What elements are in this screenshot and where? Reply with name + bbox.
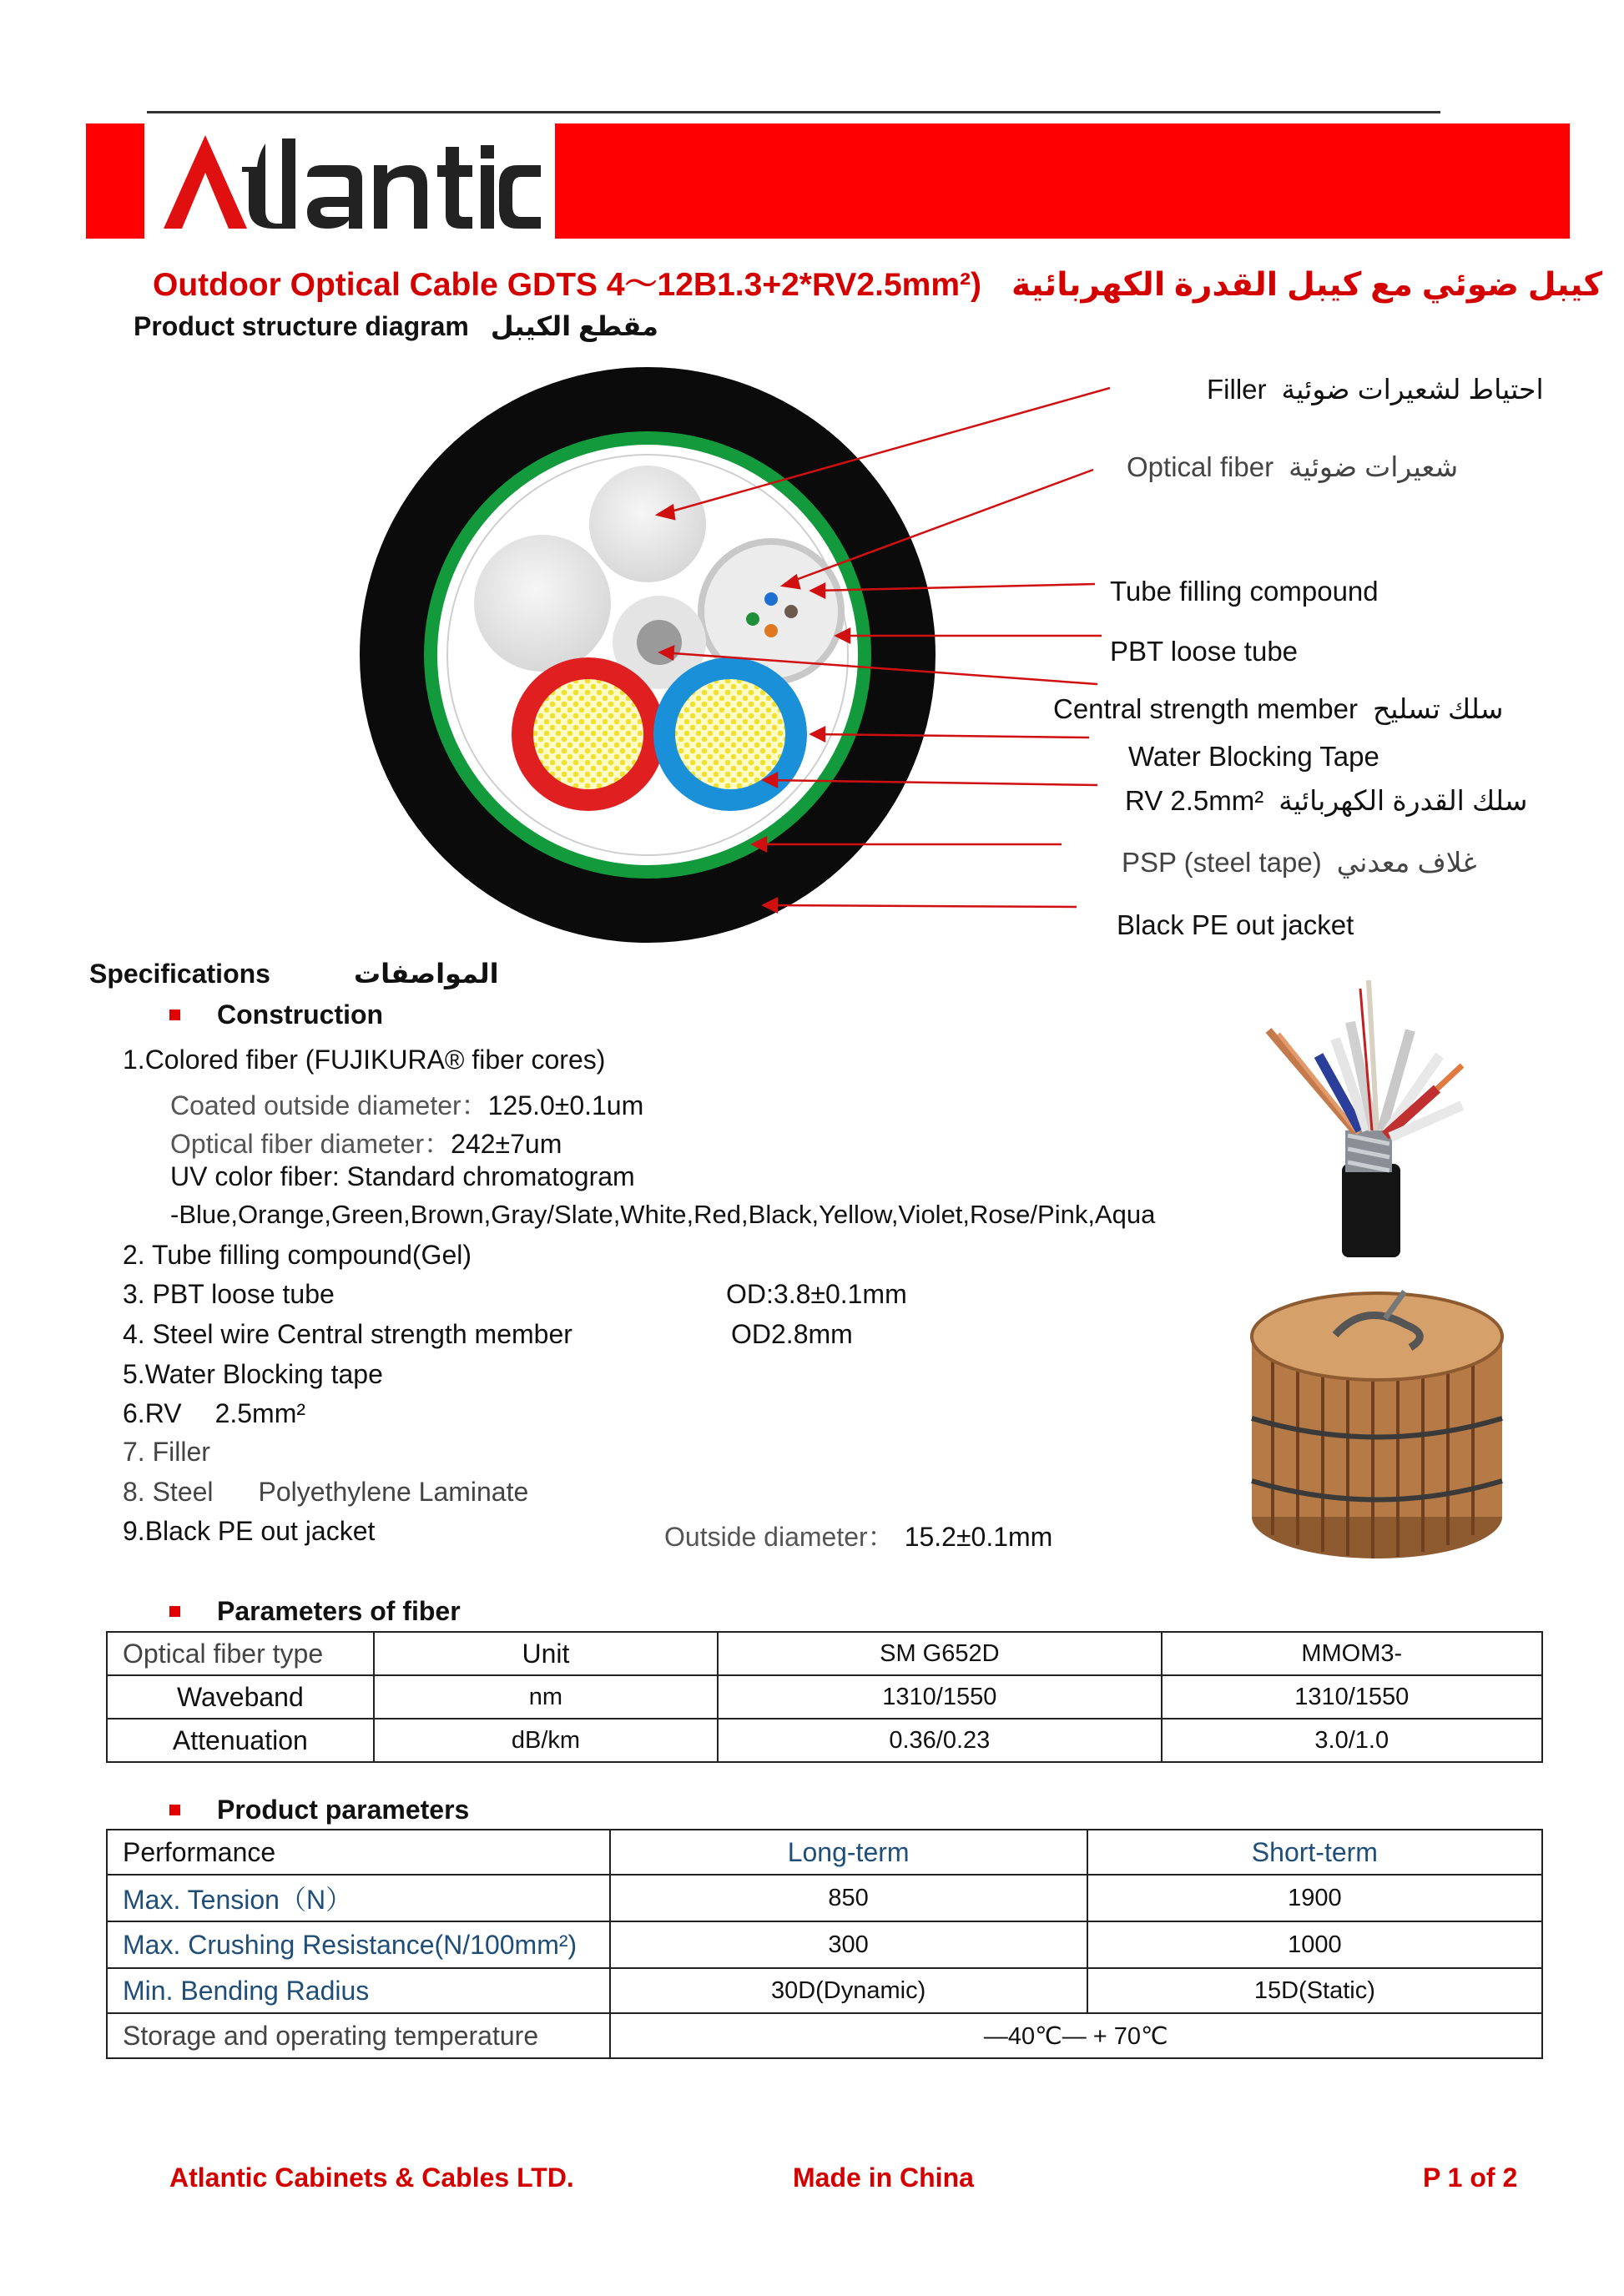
spec-optical-diameter: Optical fiber diameter：242±7um xyxy=(170,1129,562,1159)
construction-title: Construction xyxy=(217,999,384,1030)
callout-black-jacket: Black PE out jacket xyxy=(1117,909,1354,940)
table-cell: Unit xyxy=(374,1632,718,1675)
callout-psp: PSP (steel tape) غلاف معدني xyxy=(1122,847,1477,878)
table-row xyxy=(107,1921,1542,1968)
callout-water-blocking: Water Blocking Tape xyxy=(1128,741,1379,772)
subtitle-en: Product structure diagram xyxy=(134,311,469,341)
table-row xyxy=(107,2013,1542,2058)
table-row xyxy=(107,1875,1542,1921)
table-cell: 0.36/0.23 xyxy=(718,1719,1161,1762)
spec-item-3-value: OD:3.8±0.1mm xyxy=(726,1279,907,1309)
spec-item-8: 8. Steel Polyethylene Laminate xyxy=(123,1477,529,1507)
filler-left xyxy=(474,535,611,672)
footer-company: Atlantic Cabinets & Cables LTD. xyxy=(169,2163,574,2193)
table-cell: Waveband xyxy=(107,1675,374,1719)
table-cell: Max. Tension（N） xyxy=(107,1875,610,1921)
spec-item-6: 6.RV 2.5mm² xyxy=(123,1398,306,1428)
table-cell: 850 xyxy=(610,1875,1087,1921)
spec-coated-diameter: Coated outside diameter：125.0±0.1um xyxy=(170,1090,644,1120)
title-en: Outdoor Optical Cable GDTS 4～12B1.3+2*RV2.5mm²) xyxy=(153,267,981,303)
spec-uv-color: UV color fiber: Standard chromatogram xyxy=(170,1161,635,1191)
table-cell: 1310/1550 xyxy=(718,1675,1161,1719)
callout-tube-filling: Tube filling compound xyxy=(1110,576,1379,607)
product-params-title: Product parameters xyxy=(217,1795,470,1825)
fiber-params-title: Parameters of fiber xyxy=(217,1596,461,1626)
table-cell: Storage and operating temperature xyxy=(107,2013,610,2058)
spec-item-4: 4. Steel wire Central strength member xyxy=(123,1319,572,1349)
atlantic-logo xyxy=(149,127,551,235)
table-cell: —40℃— + 70℃ xyxy=(610,2013,1543,2058)
table-cell: MMOM3- xyxy=(1162,1632,1543,1675)
document-title xyxy=(153,259,1603,305)
filler-top xyxy=(589,466,706,582)
bullet-icon xyxy=(169,1606,180,1617)
spec-item-4-value: OD2.8mm xyxy=(731,1319,853,1349)
spec-outside-diameter: Outside diameter： 15.2±0.1mm xyxy=(664,1522,1053,1552)
callout-filler: Filler احتياط لشعيرات ضوئية xyxy=(1207,374,1544,405)
fiber-params-table xyxy=(106,1631,1543,1763)
table-cell: 3.0/1.0 xyxy=(1162,1719,1543,1762)
spec-item-7: 7. Filler xyxy=(123,1437,210,1467)
table-cell: 1000 xyxy=(1087,1921,1542,1968)
table-cell: Optical fiber type xyxy=(107,1632,374,1675)
table-row xyxy=(107,1968,1542,2013)
callout-rv: RV 2.5mm² سلك القدرة الكهربائية xyxy=(1125,785,1528,816)
table-cell: dB/km xyxy=(374,1719,718,1762)
spec-item-3: 3. PBT loose tube xyxy=(123,1279,335,1309)
table-cell: Max. Crushing Resistance(N/100mm²) xyxy=(107,1921,610,1968)
table-cell: nm xyxy=(374,1675,718,1719)
cable-cross-section-diagram xyxy=(334,338,1127,972)
spec-fiber: 1.Colored fiber (FUJIKURA® fiber cores) xyxy=(123,1045,606,1075)
footer-origin: Made in China xyxy=(793,2163,974,2193)
table-header-row xyxy=(107,1632,1542,1675)
table-cell: Long-term xyxy=(610,1830,1087,1875)
table-cell: 1900 xyxy=(1087,1875,1542,1921)
spec-item-9: 9.Black PE out jacket xyxy=(123,1516,376,1546)
table-row xyxy=(107,1719,1542,1762)
table-cell: Attenuation xyxy=(107,1719,374,1762)
spec-color-list: -Blue,Orange,Green,Brown,Gray/Slate,White,Red,Black,Yellow,Violet,Rose/Pink,Aqua xyxy=(170,1200,1156,1229)
table-cell: SM G652D xyxy=(718,1632,1161,1675)
bullet-icon xyxy=(169,1805,180,1815)
table-cell: Short-term xyxy=(1087,1830,1542,1875)
subtitle-ar: مقطع الكيبل xyxy=(490,311,658,341)
table-header-row xyxy=(107,1830,1542,1875)
cable-photo xyxy=(1243,972,1477,1260)
title-ar: كيبل ضوئي مع كيبل القدرة الكهربائية xyxy=(1011,267,1603,303)
spec-item-2: 2. Tube filling compound(Gel) xyxy=(123,1240,472,1270)
cable-drum-photo xyxy=(1239,1285,1515,1564)
table-cell: 300 xyxy=(610,1921,1087,1968)
table-cell: 15D(Static) xyxy=(1087,1968,1542,2013)
table-cell: Min. Bending Radius xyxy=(107,1968,610,2013)
product-params-table xyxy=(106,1829,1543,2059)
table-cell: 1310/1550 xyxy=(1162,1675,1543,1719)
table-cell: 30D(Dynamic) xyxy=(610,1968,1087,2013)
specifications-heading: Specifications المواصفات xyxy=(89,959,499,989)
callout-optical-fiber: Optical fiber شعيرات ضوئية xyxy=(1127,451,1459,482)
table-row xyxy=(107,1675,1542,1719)
callout-central-member: Central strength member سلك تسليح xyxy=(1053,693,1504,724)
footer-page-number: P 1 of 2 xyxy=(1423,2163,1518,2193)
spec-item-5: 5.Water Blocking tape xyxy=(123,1359,383,1389)
table-cell: Performance xyxy=(107,1830,610,1875)
callout-pbt-tube: PBT loose tube xyxy=(1110,636,1299,667)
bullet-icon xyxy=(169,1010,180,1020)
top-rule xyxy=(147,111,1440,113)
